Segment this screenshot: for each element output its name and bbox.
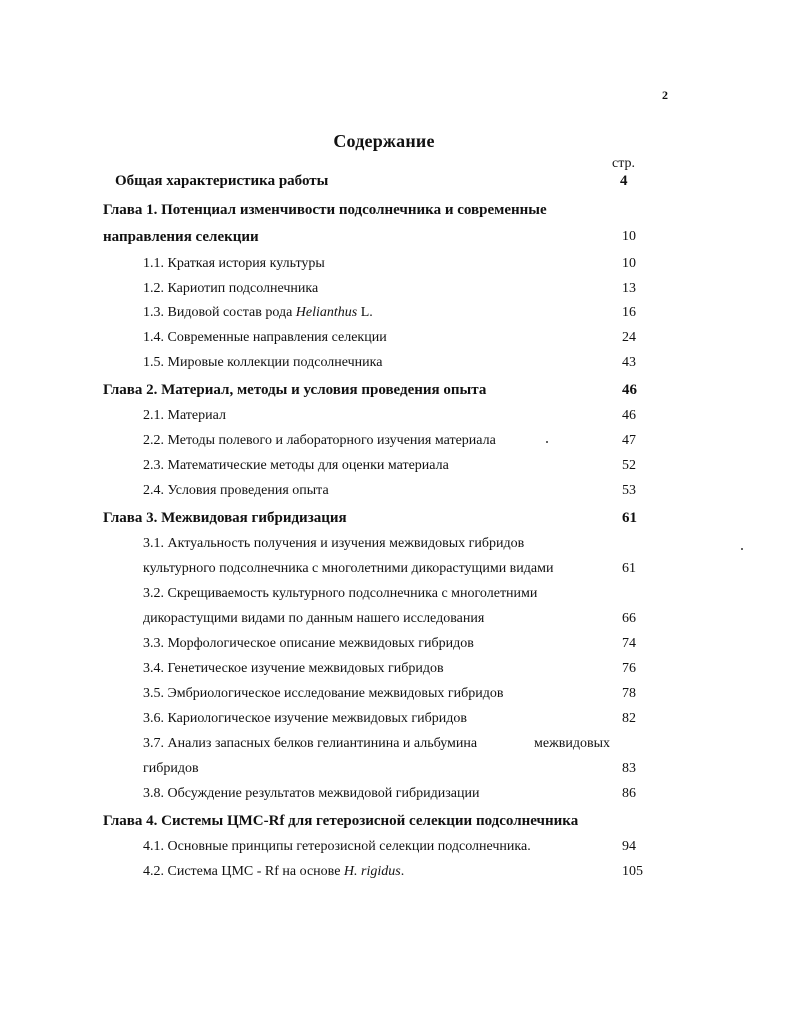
toc-entry-text: 3.6. Кариологическое изучение межвидовых гибридов xyxy=(143,711,467,726)
toc-entry-text: 4.2. Система ЦМС - Rf на основе H. rigidus. xyxy=(143,864,405,879)
page-column-label: стр. xyxy=(612,156,636,171)
toc-item-3-5[interactable] xyxy=(0,684,798,704)
chapter-heading-text: Глава 3. Межвидовая гибридизация xyxy=(103,510,347,526)
toc-item-1-1[interactable] xyxy=(0,254,798,274)
toc-page-number: 78 xyxy=(622,686,636,701)
toc-item-3-7-line-1[interactable] xyxy=(0,734,798,754)
toc-entry-text: 3.5. Эмбриологическое исследование межвидовых гибридов xyxy=(143,686,504,701)
toc-item-2-4[interactable] xyxy=(0,481,798,501)
toc-entry-text: 2.3. Математические методы для оценки материала xyxy=(143,458,449,473)
toc-entry-text: 3.1. Актуальность получения и изучения межвидовых гибридов xyxy=(143,536,525,551)
toc-page-number: 43 xyxy=(622,355,636,370)
toc-item-3-1-line-2[interactable] xyxy=(0,559,798,579)
toc-entry-text: гибридов xyxy=(143,761,199,776)
toc-entry-text: дикорастущими видами по данным нашего исследования xyxy=(143,611,485,626)
toc-page-number: 10 xyxy=(622,256,636,271)
chapter-3-heading[interactable] xyxy=(0,508,798,528)
page-title: Содержание xyxy=(333,131,435,151)
toc-entry-text: 3.8. Обсуждение результатов межвидовой гибридизации xyxy=(143,786,480,801)
toc-item-3-8[interactable] xyxy=(0,784,798,804)
toc-entry-text: 1.1. Краткая история культуры xyxy=(143,256,325,271)
toc-item-3-1-line-1[interactable] xyxy=(0,534,798,554)
toc-item-1-4[interactable] xyxy=(0,328,798,348)
toc-page-number: 53 xyxy=(622,483,636,498)
toc-item-2-3[interactable] xyxy=(0,456,798,476)
toc-page-number: 13 xyxy=(622,281,636,296)
chapter-4-heading[interactable] xyxy=(0,811,798,831)
toc-page-number: 94 xyxy=(622,839,636,854)
scan-speck xyxy=(546,441,548,443)
toc-page-number: 74 xyxy=(622,636,636,651)
toc-item-4-2[interactable] xyxy=(0,862,798,882)
chapter-heading-text: Глава 2. Материал, методы и условия проведения опыта xyxy=(103,382,487,398)
page-number: 2 xyxy=(662,88,668,102)
toc-page-number: 105 xyxy=(622,864,643,879)
scan-speck xyxy=(741,548,743,550)
toc-page-number: 46 xyxy=(622,408,636,423)
toc-page-number: 61 xyxy=(622,510,637,526)
toc-page-number: 86 xyxy=(622,786,636,801)
toc-item-1-5[interactable] xyxy=(0,353,798,373)
toc-page-number: 52 xyxy=(622,458,636,473)
toc-entry-text: 2.4. Условия проведения опыта xyxy=(143,483,329,498)
toc-page-number: 46 xyxy=(622,382,637,398)
toc-item-3-6[interactable] xyxy=(0,709,798,729)
toc-entry-text: 2.2. Методы полевого и лабораторного изучения материала xyxy=(143,433,496,448)
chapter-1-heading-line-2[interactable] xyxy=(0,227,798,247)
toc-entry-text: 2.1. Материал xyxy=(143,408,226,423)
toc-page-number: 82 xyxy=(622,711,636,726)
toc-item-3-4[interactable] xyxy=(0,659,798,679)
toc-entry-text: культурного подсолнечника с многолетними дикорастущими видами xyxy=(143,561,554,576)
toc-page-number: 76 xyxy=(622,661,636,676)
toc-page-number: 4 xyxy=(620,173,628,189)
toc-item-1-3[interactable] xyxy=(0,303,798,323)
chapter-heading-text: Глава 4. Системы ЦМС-Rf для гетерозисной селекции подсолнечника xyxy=(103,813,579,829)
toc-entry-text: 1.3. Видовой состав рода Helianthus L. xyxy=(143,305,373,320)
toc-item-4-1[interactable] xyxy=(0,837,798,857)
toc-entry-text: 1.2. Кариотип подсолнечника xyxy=(143,281,319,296)
toc-page-number: 61 xyxy=(622,561,636,576)
toc-item-2-2[interactable] xyxy=(0,431,798,451)
toc-entry-text-continued: межвидовых xyxy=(534,736,610,751)
toc-entry-text: 3.4. Генетическое изучение межвидовых гибридов xyxy=(143,661,444,676)
toc-item-3-3[interactable] xyxy=(0,634,798,654)
toc-item-3-2-line-2[interactable] xyxy=(0,609,798,629)
toc-item-3-2-line-1[interactable] xyxy=(0,584,798,604)
chapter-heading-text: Глава 1. Потенциал изменчивости подсолнечника и современные xyxy=(103,202,547,218)
toc-entry-text: 4.1. Основные принципы гетерозисной селекции подсолнечника. xyxy=(143,839,531,854)
toc-page-number: 83 xyxy=(622,761,636,776)
toc-page-number: 47 xyxy=(622,433,636,448)
toc-page-number: 66 xyxy=(622,611,636,626)
toc-entry-text: Общая характеристика работы xyxy=(115,173,329,189)
toc-entry-text: 1.4. Современные направления селекции xyxy=(143,330,387,345)
toc-general-row[interactable] xyxy=(0,171,798,191)
chapter-2-heading[interactable] xyxy=(0,380,798,400)
toc-entry-text: 3.2. Скрещиваемость культурного подсолнечника с многолетними xyxy=(143,586,538,601)
toc-item-3-7-line-2[interactable] xyxy=(0,759,798,779)
toc-page-number: 16 xyxy=(622,305,636,320)
toc-page-number: 24 xyxy=(622,330,636,345)
toc-entry-text: 3.7. Анализ запасных белков гелиантинина и альбумина xyxy=(143,736,478,751)
chapter-heading-text: направления селекции xyxy=(103,229,259,245)
toc-page-number: 10 xyxy=(622,229,636,244)
toc-entry-text: 3.3. Морфологическое описание межвидовых гибридов xyxy=(143,636,474,651)
toc-item-1-2[interactable] xyxy=(0,279,798,299)
toc-entry-text: 1.5. Мировые коллекции подсолнечника xyxy=(143,355,383,370)
chapter-1-heading-line-1[interactable] xyxy=(0,200,798,220)
toc-item-2-1[interactable] xyxy=(0,406,798,426)
